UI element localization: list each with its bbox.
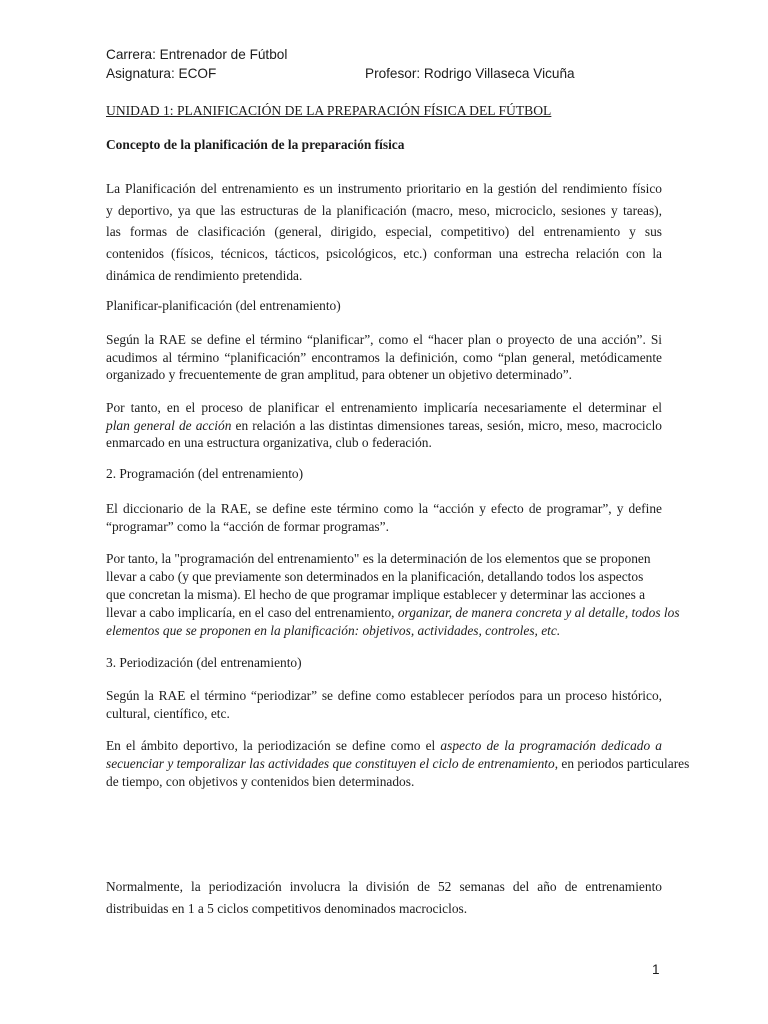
- text-line: secuenciar y temporalizar las actividades que constituyen el ciclo de entrenamiento, en periodos particulares: [106, 756, 690, 771]
- page-number: 1: [652, 962, 660, 977]
- text-line: contenidos (físicos, técnicos, tácticos, psicológicos, etc.) conforman una estrecha relación con la: [106, 246, 662, 262]
- italic-text: organizar, de manera concreta y al detalle, todos los: [397, 605, 680, 620]
- text-line: de tiempo, con objetivos y contenidos bien determinados.: [106, 774, 415, 789]
- text-line: [106, 622, 662, 640]
- heading-periodizacion: 3. Periodización (del entrenamiento): [106, 655, 302, 670]
- paragraph-rae-programar: [106, 500, 662, 535]
- unit-title: UNIDAD 1: PLANIFICACIÓN DE LA PREPARACIÓN FÍSICA DEL FÚTBOL: [106, 103, 552, 118]
- text-line: Por tanto, en el proceso de planificar el entrenamiento implicaría necesariamente el determinar el: [106, 400, 662, 415]
- heading-programacion: 2. Programación (del entrenamiento): [106, 466, 304, 481]
- text-line: enmarcado en una estructura organizativa, club o federación.: [106, 435, 432, 450]
- header-profesor: Profesor: Rodrigo Villaseca Vicuña: [365, 66, 575, 81]
- text-line: La Planificación del entrenamiento es un instrumento prioritario en la gestión del rendimiento físico: [106, 181, 662, 196]
- paragraph-normalmente: [106, 876, 662, 919]
- text-line: acudimos al término “planificación” encontramos la definición, como “plan general, metódicamente: [106, 349, 662, 365]
- text-line: En el ámbito deportivo, la periodización se define como el aspecto de la programación dedicado a: [106, 738, 662, 753]
- header-carrera: Carrera: Entrenador de Fútbol: [106, 47, 288, 62]
- paragraph-rae-periodizar: [106, 687, 662, 722]
- text-line: organizado y frecuentemente de gran amplitud, para obtener un objetivo determinado”.: [106, 367, 573, 382]
- text-line: llevar a cabo implicaría, en el caso del entrenamiento, organizar, de manera concreta y al detalle, todos los: [106, 605, 680, 620]
- paragraph-por-tanto-programacion: [106, 550, 680, 640]
- text-line: las formas de clasificación (general, dirigido, especial, competitivo) del entrenamiento y sus: [106, 224, 662, 240]
- text-line: llevar a cabo (y que previamente son determinados en la planificación, detallando todos los aspectos: [106, 569, 644, 584]
- header-asignatura: Asignatura: ECOF: [106, 66, 217, 81]
- paragraph-ambito-deportivo: [106, 737, 690, 791]
- heading-planificar: Planificar-planificación (del entrenamiento): [106, 298, 341, 313]
- section-title: Concepto de la planificación de la preparación física: [106, 137, 405, 152]
- text-line: y deportivo, ya que las estructuras de la planificación (macro, meso, microciclo, sesiones y tareas),: [106, 202, 662, 218]
- text-line: distribuidas en 1 a 5 ciclos competitivos denominados macrociclos.: [106, 900, 468, 916]
- text-line: El diccionario de la RAE, se define este término como la “acción y efecto de programar”, y define: [106, 501, 662, 516]
- paragraph-por-tanto-planificar: [106, 399, 662, 452]
- paragraph-rae-planificar: [106, 331, 662, 384]
- text-line: Según la RAE se define el término “planificar”, como el “hacer plan o proyecto de una acción”. Si: [106, 332, 662, 347]
- paragraph-planificacion: [106, 178, 662, 287]
- text-line: Por tanto, la "programación del entrenamiento" es la determinación de los elementos que se proponen: [106, 551, 651, 566]
- italic-text: aspecto de la programación dedicado a: [440, 738, 662, 753]
- italic-text: plan general de acción: [106, 417, 232, 433]
- text-line: “programar” como la “acción de formar programas”.: [106, 518, 389, 534]
- italic-text: elementos que se proponen en la planificación: objetivos, actividades, controles, etc.: [106, 623, 561, 638]
- text-line: cultural, científico, etc.: [106, 705, 230, 721]
- text-line: Normalmente, la periodización involucra la división de 52 semanas del año de entrenamiento: [106, 879, 662, 894]
- text-line: plan general de acción en relación a las distintas dimensiones tareas, sesión, micro, meso, macrociclo: [106, 417, 662, 433]
- text-line: que concretan la misma). El hecho de que programar implique establecer y determinar las acciones a: [106, 587, 646, 602]
- text-line: dinámica de rendimiento pretendida.: [106, 267, 303, 283]
- text-line: Según la RAE el término “periodizar” se define como establecer períodos para un proceso histórico,: [106, 688, 662, 703]
- italic-text: secuenciar y temporalizar las actividades que constituyen el ciclo de entrenamiento: [106, 756, 555, 771]
